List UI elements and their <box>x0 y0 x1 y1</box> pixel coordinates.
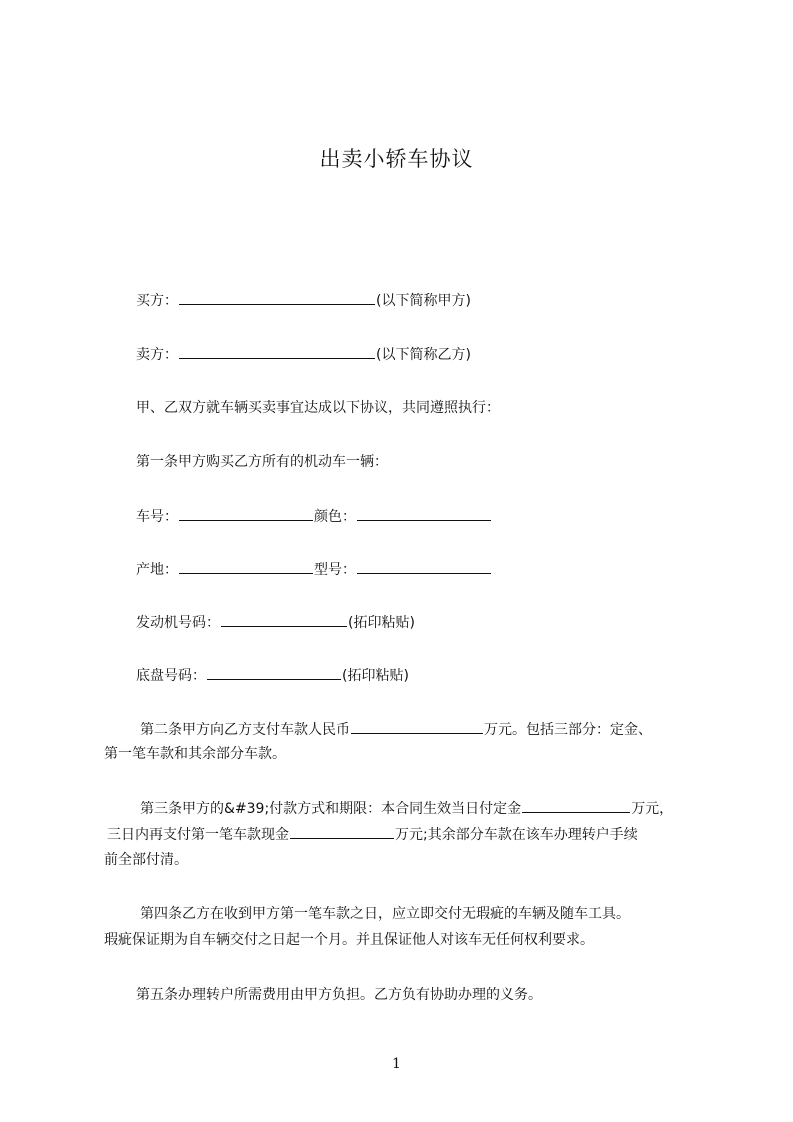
model-blank[interactable] <box>357 559 491 574</box>
origin-blank[interactable] <box>179 559 313 574</box>
article1-heading: 第一条甲方购买乙方所有的机动车一辆： <box>136 454 388 470</box>
chassis-blank[interactable] <box>207 665 341 680</box>
engine-suffix: (拓印粘贴) <box>348 615 415 631</box>
article5-text: 第五条办理转户所需费用由甲方负担。乙方负有协助办理的义务。 <box>136 987 542 1003</box>
seller-line <box>136 344 471 365</box>
plate-blank[interactable] <box>179 506 313 521</box>
article2-line2: 第一笔车款和其余部分车款。 <box>104 746 286 762</box>
chassis-suffix: (拓印粘贴) <box>342 668 409 684</box>
article2-line1 <box>140 719 652 740</box>
article4-line2: 瑕疵保证期为自车辆交付之日起一个月。并且保证他人对该车无任何权利要求。 <box>104 932 594 948</box>
article3-prefix: 第三条甲方的&#39;付款方式和期限：本合同生效当日付定金 <box>140 801 522 817</box>
color-blank[interactable] <box>357 506 491 521</box>
article2-prefix: 第二条甲方向乙方支付车款人民币 <box>140 722 350 738</box>
seller-label: 卖方： <box>136 347 178 363</box>
article3-line1 <box>140 798 673 819</box>
engine-label: 发动机号码： <box>136 615 220 631</box>
price-blank[interactable] <box>351 719 483 734</box>
buyer-blank[interactable] <box>179 290 375 305</box>
article3-suffix1: 万元， <box>631 801 674 817</box>
color-label: 颜色： <box>314 509 356 525</box>
plate-label: 车号： <box>136 509 178 525</box>
first-payment-blank[interactable] <box>290 824 394 839</box>
article3-line2-suffix: 万元;其余部分车款在该车办理转户手续 <box>395 827 638 843</box>
article2-suffix: 万元。包括三部分：定金、 <box>484 722 652 738</box>
article3-line3: 前全部付清。 <box>104 852 188 868</box>
document-title: 出卖小轿车协议 <box>319 147 474 171</box>
article3-line2 <box>107 824 638 845</box>
engine-line <box>136 612 415 633</box>
seller-blank[interactable] <box>179 344 375 359</box>
buyer-suffix: (以下简称甲方) <box>376 293 471 309</box>
chassis-label: 底盘号码： <box>136 668 206 684</box>
seller-suffix: (以下简称乙方) <box>376 347 471 363</box>
origin-label: 产地： <box>136 562 178 578</box>
page-number: 1 <box>392 1056 401 1072</box>
buyer-label: 买方： <box>136 293 178 309</box>
intro-text: 甲、乙双方就车辆买卖事宜达成以下协议，共同遵照执行： <box>136 400 500 416</box>
buyer-line <box>136 290 471 311</box>
deposit-blank[interactable] <box>522 798 630 813</box>
origin-model-line <box>136 559 492 580</box>
model-label: 型号： <box>314 562 356 578</box>
article4-line1: 第四条乙方在收到甲方第一笔车款之日，应立即交付无瑕疵的车辆及随车工具。 <box>140 906 630 922</box>
engine-blank[interactable] <box>221 612 347 627</box>
chassis-line <box>136 665 409 686</box>
article3-line2-prefix: 三日内再支付第一笔车款现金 <box>107 827 289 843</box>
plate-color-line <box>136 506 492 527</box>
